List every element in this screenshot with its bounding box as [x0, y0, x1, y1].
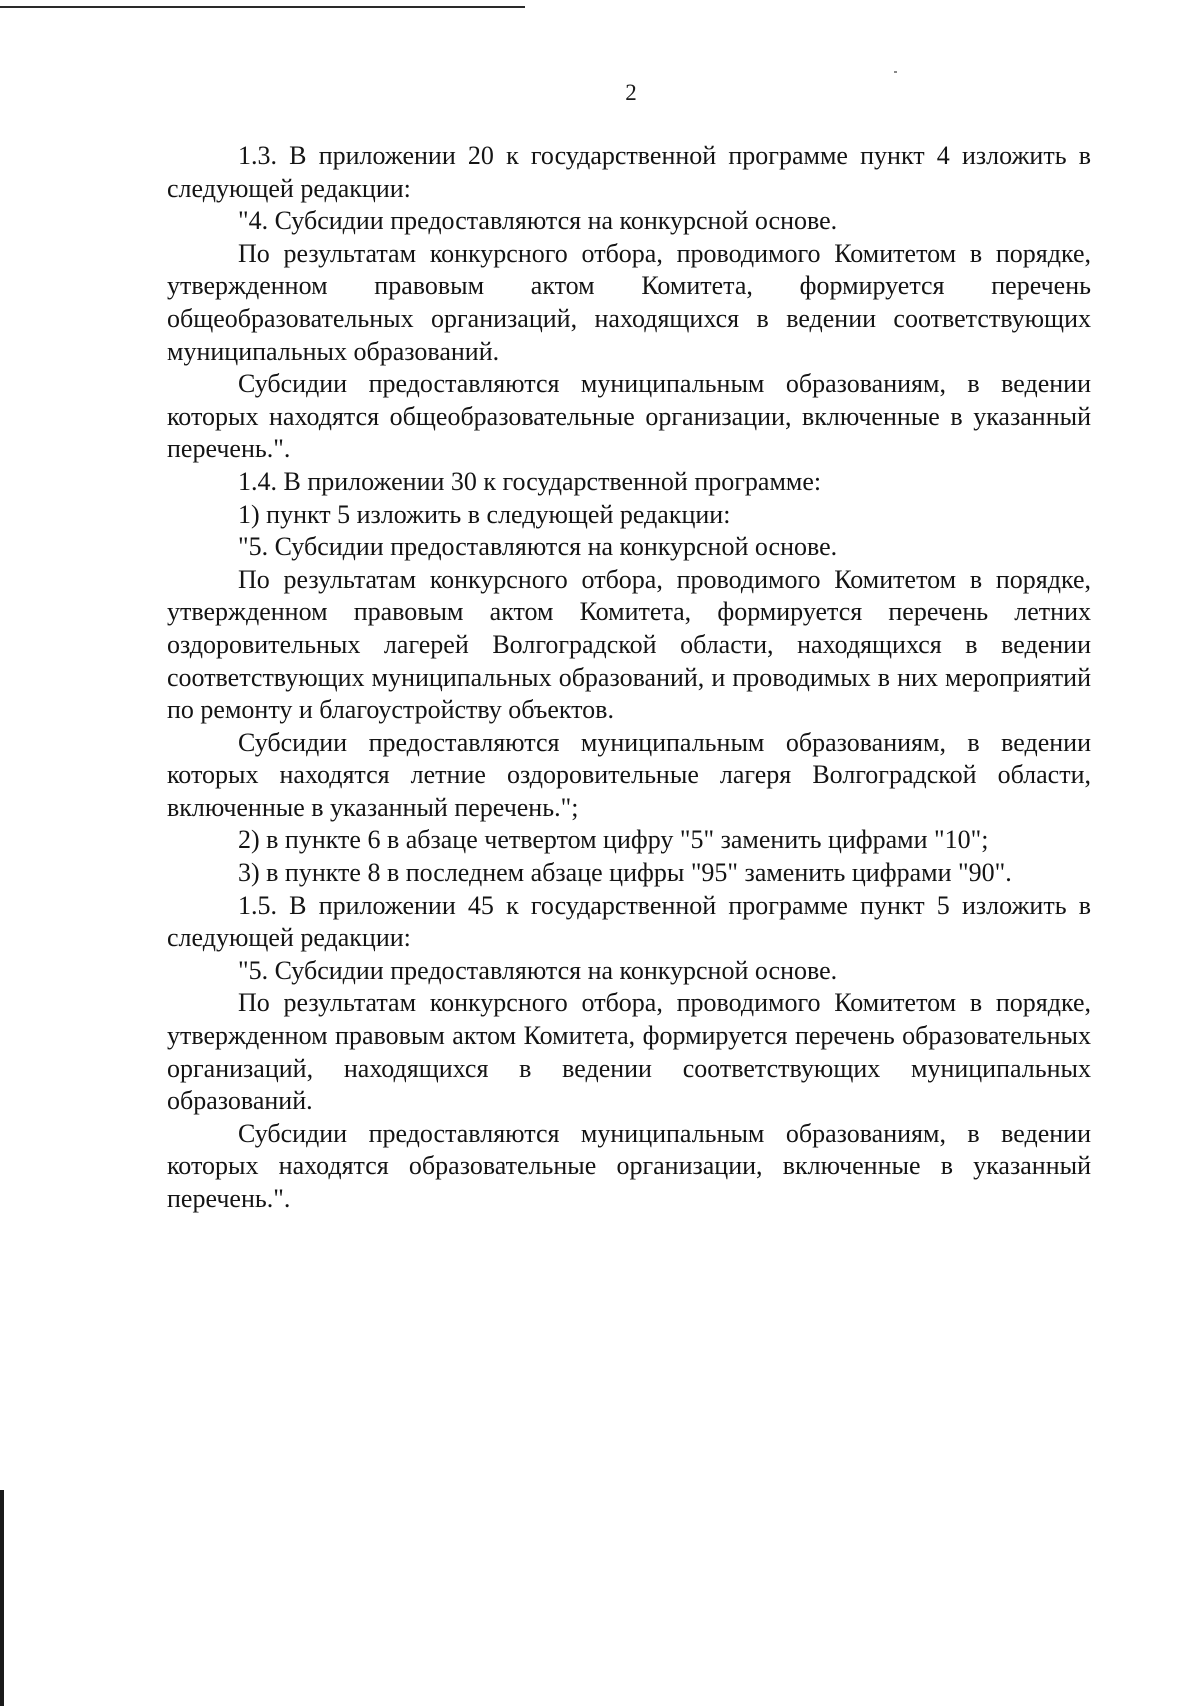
paragraph-subsidies-education: Субсидии предоставляются муниципальным образованиям, в ведении которых находятся образовательные организации, включенные в указанный перечень.".: [167, 1118, 1091, 1213]
paragraph-1-3: 1.3. В приложении 20 к государственной программе пункт 4 изложить в следующей редакции:: [167, 141, 1091, 203]
paragraph-1-4-item-2: 2) в пункте 6 в абзаце четвертом цифру "5" заменить цифрами "10";: [238, 825, 989, 855]
paragraph-1-4-item-1: 1) пункт 5 изложить в следующей редакции:: [238, 499, 731, 529]
paragraph-selection-education: По результатам конкурсного отбора, проводимого Комитетом в порядке, утвержденном правовым актом Комитета, формируется перечень образовательных организаций, находящихся в ведении соответствующих муниципальных образований.: [167, 988, 1091, 1116]
paragraph-quote-4: "4. Субсидии предоставляются на конкурсной основе.: [238, 206, 838, 236]
scan-speck: [894, 71, 897, 73]
scan-edge-left: [0, 1490, 4, 1706]
paragraph-selection-camps: По результатам конкурсного отбора, проводимого Комитетом в порядке, утвержденном правовым актом Комитета, формируется перечень летних оздоровительных лагерей Волгоградской области, находящихся в ведении соответствующих муниципальных образований, и проводимых в них мероприятий по ремонту и благоустройству объектов.: [167, 564, 1091, 725]
paragraph-subsidies-camps: Субсидии предоставляются муниципальным образованиям, в ведении которых находятся летние оздоровительные лагеря Волгоградской области, включенные в указанный перечень.";: [167, 727, 1091, 822]
scan-edge-top: [0, 6, 525, 8]
paragraph-subsidies-general-education: Субсидии предоставляются муниципальным образованиям, в ведении которых находятся общеобразовательные организации, включенные в указанный перечень.".: [167, 369, 1091, 464]
paragraph-1-4-item-3: 3) в пункте 8 в последнем абзаце цифры "95" заменить цифрами "90".: [238, 858, 1012, 888]
paragraph-1-4: 1.4. В приложении 30 к государственной программе:: [238, 466, 822, 496]
paragraph-quote-5-education: "5. Субсидии предоставляются на конкурсной основе.: [238, 955, 838, 985]
page-number: 2: [625, 80, 637, 105]
paragraph-quote-5-camps: "5. Субсидии предоставляются на конкурсной основе.: [238, 532, 838, 562]
paragraph-1-5: 1.5. В приложении 45 к государственной программе пункт 5 изложить в следующей редакции:: [167, 890, 1091, 953]
document-body: [167, 140, 1091, 1216]
paragraph-selection-general-education: По результатам конкурсного отбора, проводимого Комитетом в порядке, утвержденном правовым актом Комитета, формируется перечень общеобразовательных организаций, находящихся в ведении соответствующих муниципальных образований.: [167, 238, 1091, 366]
